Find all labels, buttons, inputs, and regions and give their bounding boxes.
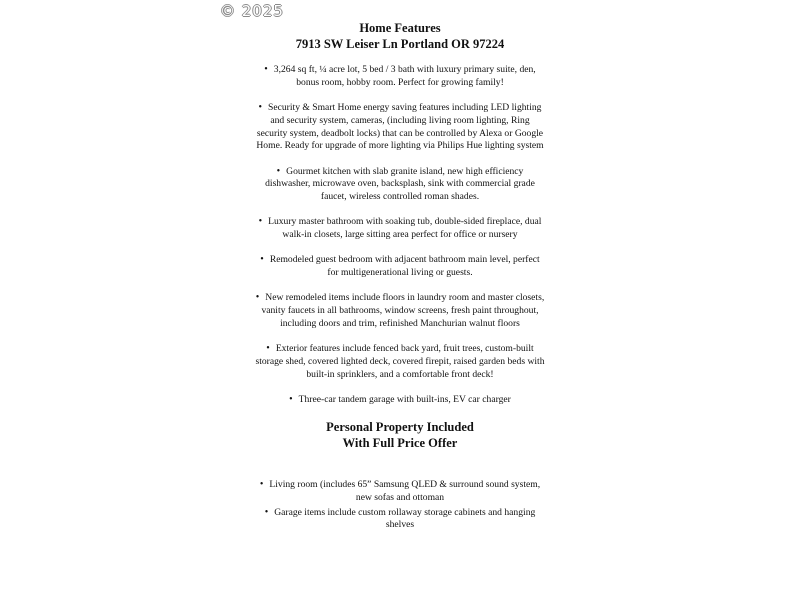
personal-item-living-room: • Living room (includes 65” Samsung QLED & surround sound system, new sofas and ottoman — [255, 479, 545, 505]
feature-item-exterior: • Exterior features include fenced back yard, fruit trees, custom-built storage shed, covered lighted deck, covered firepit, raised garden beds with built-in sprinklers, and a comfortable front deck! — [255, 343, 545, 381]
feature-item-garage: • Three-car tandem garage with built-ins, EV car charger — [255, 394, 545, 407]
personal-property-subheading: With Full Price Offer — [342, 436, 458, 451]
feature-item-master-bath: • Luxury master bathroom with soaking tub, double-sided fireplace, dual walk-in closets, large sitting area perfect for office or nursery — [255, 216, 545, 242]
feature-item-smart-home: • Security & Smart Home energy saving features including LED lighting and security system, cameras, (including living room lighting, Ring security system, deadbolt locks) that can be controlled by Alexa or Google Home. Ready for upgrade of more lighting via Philips Hue lighting system — [255, 102, 545, 153]
feature-item-kitchen: • Gourmet kitchen with slab granite island, new high efficiency dishwasher, microwave oven, backsplash, sink with commercial grade faucet, wireless controlled roman shades. — [255, 166, 545, 204]
personal-property-section — [255, 419, 545, 532]
personal-property-heading: Personal Property Included — [326, 420, 474, 435]
feature-item-guest-bedroom: • Remodeled guest bedroom with adjacent bathroom main level, perfect for multigenerational living or guests. — [255, 254, 545, 280]
property-address: 7913 SW Leiser Ln Portland OR 97224 — [295, 37, 505, 51]
feature-item-size: • 3,264 sq ft, ¼ acre lot, 5 bed / 3 bath with luxury primary suite, den, bonus room, hobby room. Perfect for growing family! — [255, 64, 545, 90]
copyright-watermark: © 2025 — [220, 2, 284, 20]
personal-property-list — [255, 479, 545, 532]
personal-item-garage: • Garage items include custom rollaway storage cabinets and hanging shelves — [255, 507, 545, 533]
feature-item-remodeled: • New remodeled items include floors in laundry room and master closets, vanity faucets in all bathrooms, window screens, fresh paint throughout, including doors and trim, refinished Manchurian walnut floors — [255, 292, 545, 330]
home-features-document — [255, 20, 545, 532]
features-list — [255, 64, 545, 407]
document-title: Home Features — [359, 21, 441, 35]
